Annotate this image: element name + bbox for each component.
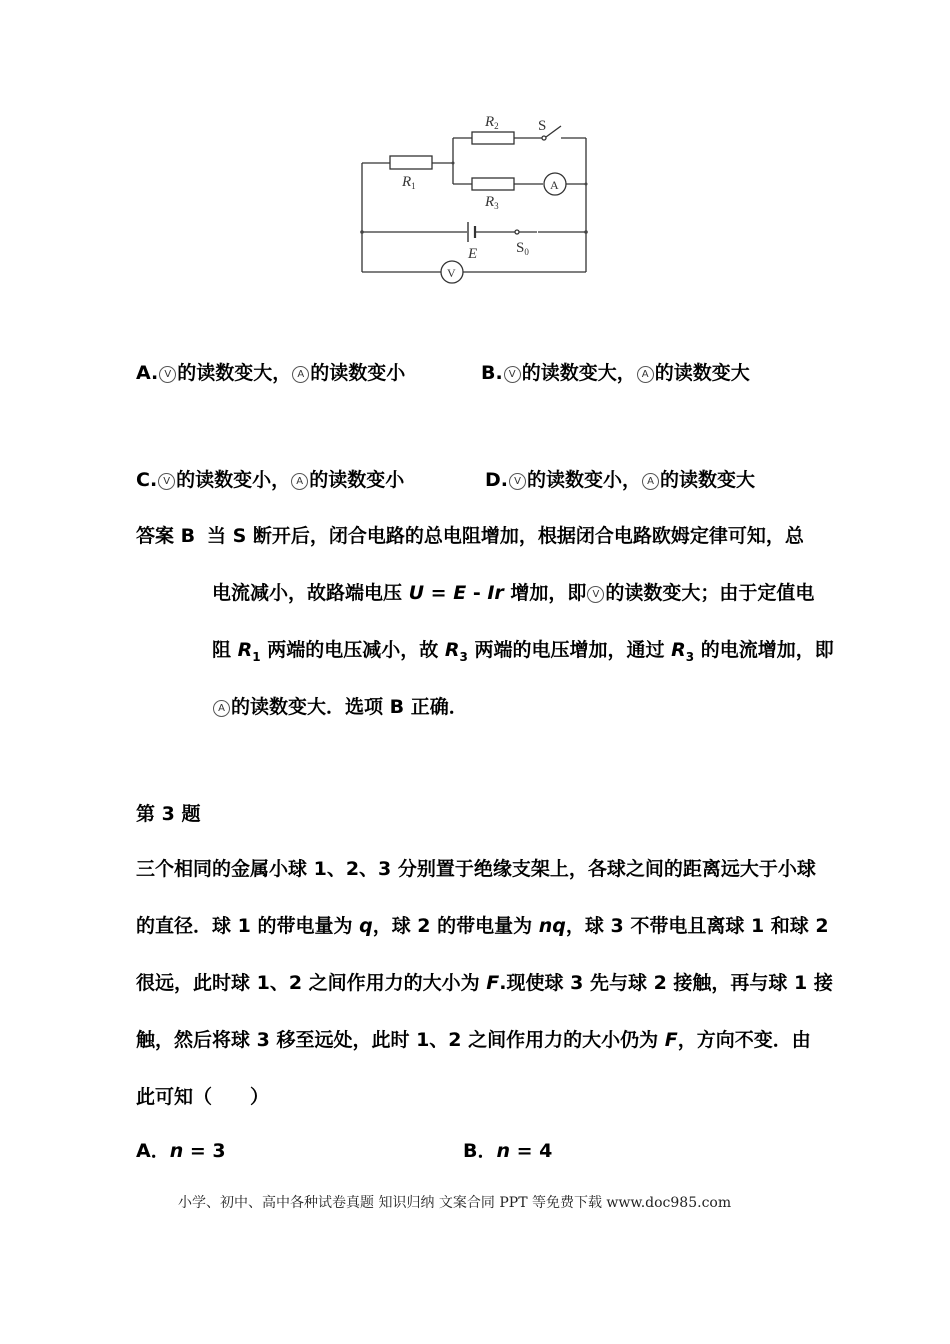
option-d: D. V 的读数变小， A 的读数变大 xyxy=(485,469,756,491)
label-r1: R xyxy=(402,174,412,190)
resistor-r3 xyxy=(472,178,514,190)
ammeter-icon: A xyxy=(292,366,309,383)
option-b: B. V 的读数变大， A 的读数变大 xyxy=(481,362,750,384)
question-3-line-2: 的直径．球 1 的带电量为 q，球 2 的带电量为 nq，球 3 不带电且离球 1 和球 2 xyxy=(136,915,829,937)
option-a: A. V 的读数变大， A 的读数变小 xyxy=(136,362,406,384)
label-r2: R xyxy=(485,114,495,130)
circuit-diagram xyxy=(340,100,610,285)
question-3-line-4: 触，然后将球 3 移至远处，此时 1、2 之间作用力的大小仍为 F，方向不变．由 xyxy=(136,1029,811,1051)
svg-text:R1: $R_1$ xyxy=(402,174,416,191)
resistor-r2 xyxy=(472,132,514,144)
svg-text:R3: $R_3$ xyxy=(485,194,499,211)
answer-label: 答案 B xyxy=(136,525,196,547)
ammeter-icon: A xyxy=(291,473,308,490)
answer-line-4: A 的读数变大．选项 B 正确． xyxy=(212,695,468,719)
label-r3: R xyxy=(485,194,495,210)
svg-text:S0: $S_0$ xyxy=(516,240,529,257)
switch-s xyxy=(546,126,561,137)
ammeter-icon: A xyxy=(637,366,654,383)
voltmeter-icon: V xyxy=(587,586,604,603)
answer-line-1: 当 S 断开后，闭合电路的总电阻增加，根据闭合电路欧姆定律可知，总 xyxy=(207,525,804,547)
resistor-r1 xyxy=(390,156,432,169)
answer-line-2: 电流减小，故路端电压 U = E - Ir 增加，即 V 的读数变大；由于定值电 xyxy=(212,582,815,604)
ammeter-label: A xyxy=(550,178,559,192)
question-3-title: 第 3 题 xyxy=(136,803,201,825)
label-e: E xyxy=(468,246,478,262)
question-3-line-3: 很远，此时球 1、2 之间作用力的大小为 F.现使球 3 先与球 2 接触，再与球 1 接 xyxy=(136,972,833,994)
question-3-line-5: 此可知（ ） xyxy=(136,1086,270,1108)
answer-line-3: 阻 $R_1$ 两端的电压减小，故 $R_3$ 两端的电压增加，通过 $R_3$ 的电流增加，即 xyxy=(212,639,834,664)
voltmeter-icon: V xyxy=(504,366,521,383)
voltmeter-icon: V xyxy=(509,473,526,490)
question-3-line-1: 三个相同的金属小球 1、2、3 分别置于绝缘支架上，各球之间的距离远大于小球 xyxy=(136,858,816,880)
voltmeter-icon: V xyxy=(159,366,176,383)
ammeter-icon: A xyxy=(642,473,659,490)
page-footer: 小学、初中、高中各种试卷真题 知识归纳 文案合同 PPT 等免费下载 www.doc985.com xyxy=(178,1195,732,1211)
voltmeter-icon: V xyxy=(158,473,175,490)
voltmeter-label: V xyxy=(447,266,456,280)
option-c: C. V 的读数变小， A 的读数变小 xyxy=(136,469,405,491)
ammeter-icon: A xyxy=(213,700,230,717)
question-3-option-b: B．n = 4 xyxy=(463,1140,553,1162)
label-s0: S xyxy=(516,240,525,256)
label-s: S xyxy=(538,118,547,134)
question-3-option-a: A．n = 3 xyxy=(136,1140,226,1162)
svg-text:R2: $R_2$ xyxy=(485,114,499,131)
